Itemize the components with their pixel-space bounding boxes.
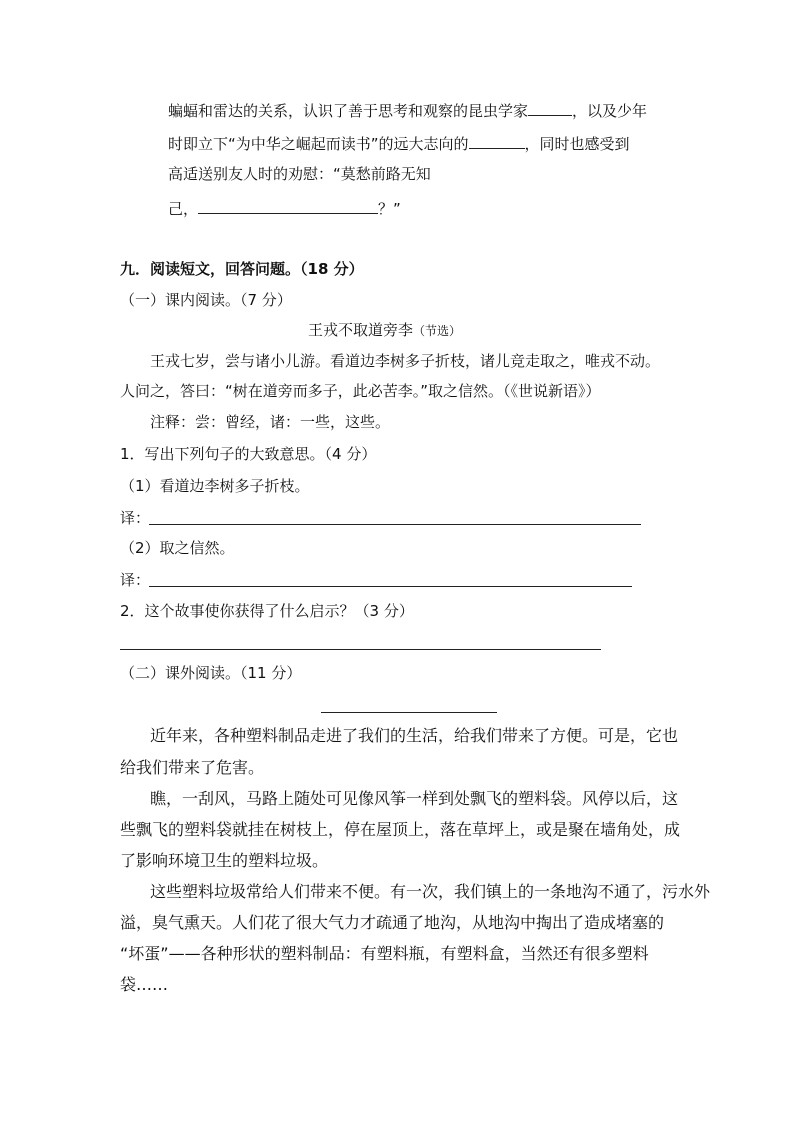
- passage-title: [308, 323, 461, 338]
- question-1-1: （1）看道边李树多子折枝。: [120, 477, 310, 495]
- passage-p3-line-3: “坏蛋”——各种形状的塑料制品：有塑料瓶，有塑料盒，当然还有很多塑料: [120, 944, 649, 963]
- passage-p3-line-1: 这些塑料垃圾常给人们带来不便。有一次，我们镇上的一条地沟不通了，污水外: [150, 882, 711, 901]
- answer-line-2[interactable]: [120, 649, 601, 650]
- passage-p2-line-2: 些飘飞的塑料袋就挂在树枝上，停在屋顶上，落在草坪上，或是聚在墙角处，成: [120, 820, 681, 839]
- top-line-1: [168, 101, 647, 119]
- passage-p1-line-1: 近年来，各种塑料制品走进了我们的生活，给我们带来了方便。可是，它也: [150, 726, 679, 745]
- top-line-1-text-b: ，以及少年: [572, 102, 648, 120]
- top-line-4: [168, 199, 401, 217]
- classical-text-line-2: 人问之，答曰：“树在道旁而多子，此必苦李。”取之信然。（《世说新语》）: [120, 382, 601, 400]
- passage-p3-line-2: 溢，臭气熏天。人们花了很大气力才疏通了地沟，从地沟中掏出了造成堵塞的: [120, 913, 665, 932]
- answer-line-1-1[interactable]: [149, 524, 641, 525]
- top-line-4-text-b: ？”: [378, 200, 401, 218]
- answer-blank-ambition[interactable]: [469, 134, 525, 149]
- top-line-2-text-b: ，同时也感受到: [524, 135, 630, 153]
- passage-p2-line-3: 了影响环境卫生的塑料垃圾。: [120, 851, 329, 870]
- part-2-heading: （二）课外阅读。（11 分）: [120, 664, 302, 682]
- top-line-1-text-a: 蝙蝠和雷达的关系，认识了善于思考和观察的昆虫学家: [168, 102, 529, 120]
- section-9-heading: 九．阅读短文，回答问题。（18 分）: [120, 260, 364, 278]
- passage-p1-line-2: 给我们带来了危害。: [120, 758, 265, 777]
- question-1: 1．写出下列句子的大致意思。（4 分）: [120, 445, 377, 463]
- translate-label-2: 译：: [120, 571, 151, 589]
- top-line-2: [168, 134, 630, 152]
- question-2: 2．这个故事使你获得了什么启示？（3 分）: [120, 602, 414, 620]
- answer-blank-poem[interactable]: [198, 199, 378, 214]
- passage-p3-line-4: 袋……: [120, 975, 169, 994]
- translate-label-1: 译：: [120, 509, 151, 527]
- part-1-heading: （一）课内阅读。（7 分）: [120, 291, 292, 309]
- top-line-3: 高适送别友人时的劝慰：“莫愁前路无知: [168, 165, 431, 183]
- annotation-note: 注释：尝：曾经，诸：一些，这些。: [150, 413, 391, 431]
- answer-line-1-2[interactable]: [149, 586, 632, 587]
- top-line-2-text-a: 时即立下“为中华之崛起而读书”的远大志向的: [168, 135, 469, 153]
- top-line-4-text-a: 己，: [168, 200, 199, 218]
- title-blank-line[interactable]: [321, 712, 497, 713]
- answer-blank-entomologist[interactable]: [528, 101, 572, 116]
- classical-text-line-1: 王戎七岁，尝与诸小儿游。看道边李树多子折枝，诸儿竞走取之，唯戎不动。: [150, 352, 661, 370]
- question-1-2: （2）取之信然。: [120, 539, 235, 557]
- passage-p2-line-1: 瞧，一刮风，马路上随处可见像风筝一样到处飘飞的塑料袋。风停以后，这: [150, 789, 679, 808]
- passage-title-note: （节选）: [413, 324, 462, 338]
- passage-title-text: 王戎不取道旁李: [308, 321, 414, 339]
